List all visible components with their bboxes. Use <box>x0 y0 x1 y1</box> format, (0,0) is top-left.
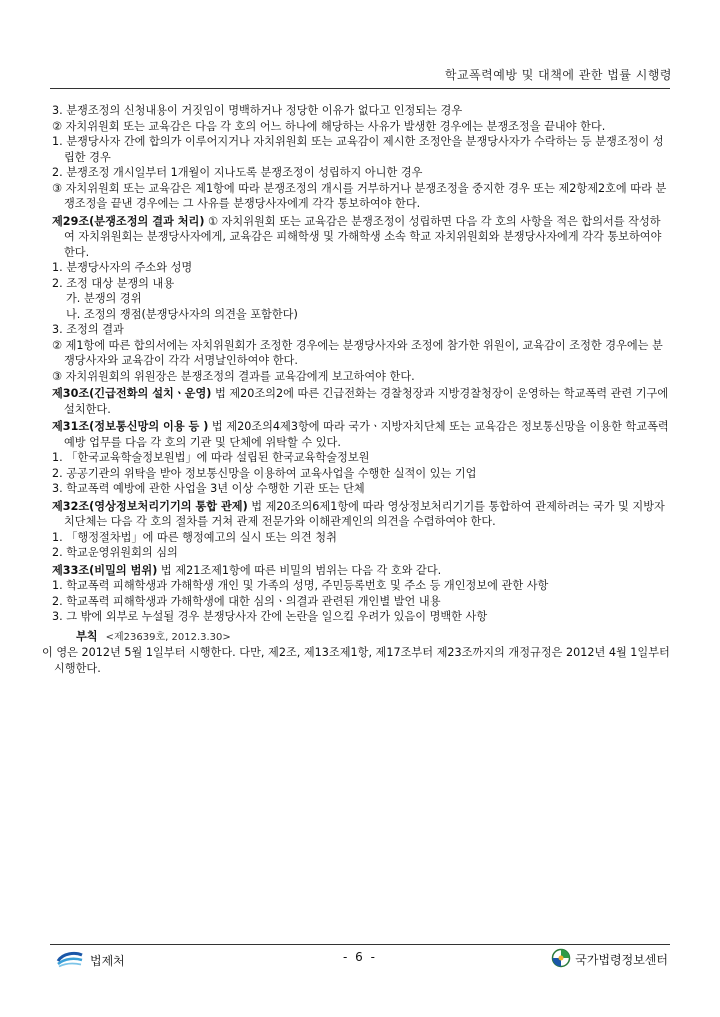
article-31 <box>52 419 670 450</box>
list-item: 2. 조정 대상 분쟁의 내용 <box>52 276 175 290</box>
article-29 <box>52 214 670 261</box>
list-item: 1. 「행정절차법」에 따른 행정예고의 실시 또는 의견 청취 <box>52 530 337 544</box>
list-item: 2. 공공기관의 위탁을 받아 정보통신망을 이용하여 교육사업을 수행한 실적이 있는 기업 <box>52 466 477 480</box>
body-line: 3. 분쟁조정의 신청내용이 거짓임이 명백하거나 정당한 이유가 없다고 인정되는 경우 <box>52 104 463 117</box>
body-line: 2. 분쟁조정 개시일부터 1개월이 지나도록 분쟁조정이 성립하지 아니한 경우 <box>52 166 423 179</box>
list-item: 3. 학교폭력 예방에 관한 사업을 3년 이상 수행한 기관 또는 단체 <box>52 482 365 495</box>
page-number: - 6 - <box>343 950 377 964</box>
body-line: 1. 분쟁당사자 간에 합의가 이루어지거나 자치위원회 또는 교육감이 제시한 조정안을 분쟁당사자가 수락하는 등 분쟁조정이 성립한 경우 <box>52 135 664 164</box>
supplement-note: <제23639호, 2012.3.30> <box>105 631 231 643</box>
article-29-text: ① 자치위원회 또는 교육감은 분쟁조정이 성립하면 다음 각 호의 사항을 적은 합의서를 작성하여 자치위원회는 분쟁당사자에게, 교육감은 피해학생 및 가해학생 소속 학교 자치위원회와 분쟁당사자에게 각각 통보하여야 한다. <box>64 214 662 259</box>
footer-right <box>551 948 668 971</box>
supplement-heading <box>52 629 670 646</box>
footer-divider <box>50 944 670 945</box>
article-29-title: 제29조(분쟁조정의 결과 처리) <box>52 214 205 228</box>
body-line: ③ 자치위원회 또는 교육감은 제1항에 따라 분쟁조정의 개시를 거부하거나 분쟁조정을 중지한 경우 또는 제2항제2호에 따라 분쟁조정을 끝낸 경우에는 그 사유를 분쟁당사자에게 각각 통보하여야 한다. <box>52 181 667 210</box>
list-item: ③ 자치위원회의 위원장은 분쟁조정의 결과를 교육감에게 보고하여야 한다. <box>52 369 415 383</box>
article-30-text: 법 제20조의2에 따른 긴급전화는 경찰청장과 지방경찰청장이 운영하는 학교폭력 관련 기구에 설치한다. <box>64 387 669 416</box>
list-item: 1. 「한국교육학술정보원법」에 따라 설립된 한국교육학술정보원 <box>52 451 370 464</box>
article-32-title: 제32조(영상정보처리기기의 통합 관제) <box>52 499 248 513</box>
article-32-text: 법 제20조의6제1항에 따라 영상정보처리기기를 통합하여 관제하려는 국가 및 지방자치단체는 다음 각 호의 절차를 거쳐 관제 전문가와 이해관계인의 의견을 수렴하여야 한다. <box>64 499 665 528</box>
document-header-title: 학교폭력예방 및 대책에 관한 법률 시행령 <box>444 68 672 82</box>
header-divider <box>50 88 670 89</box>
article-33 <box>52 563 670 579</box>
supplement-text: 이 영은 2012년 5월 1일부터 시행한다. 다만, 제2조, 제13조제1항, 제17조부터 제23조까지의 개정규정은 2012년 4월 1일부터 시행한다. <box>42 646 670 675</box>
article-30 <box>52 386 670 417</box>
list-item: 3. 조정의 결과 <box>52 323 124 336</box>
list-item: 1. 분쟁당사자의 주소와 성명 <box>52 261 193 274</box>
list-item: ② 제1항에 따른 합의서에는 자치위원회가 조정한 경우에는 분쟁당사자와 조정에 참가한 위원이, 교육감이 조정한 경우에는 분쟁당사자와 교육감이 각각 서명날인하여야 한다. <box>52 338 663 367</box>
list-item: 3. 그 밖에 외부로 누설될 경우 분쟁당사자 간에 논란을 일으킬 우려가 있음이 명백한 사항 <box>52 610 488 623</box>
body-line: ② 자치위원회 또는 교육감은 다음 각 호의 어느 하나에 해당하는 사유가 발생한 경우에는 분쟁조정을 끝내야 한다. <box>52 119 606 133</box>
law-center-logo-icon <box>551 948 571 971</box>
footer-left-label: 법제처 <box>90 954 125 968</box>
list-item: 1. 학교폭력 피해학생과 가해학생 개인 및 가족의 성명, 주민등록번호 및 주소 등 개인정보에 관한 사항 <box>52 579 549 592</box>
article-30-title: 제30조(긴급전화의 설치ㆍ운영) <box>52 387 212 400</box>
list-subitem: 가. 분쟁의 경위 <box>66 292 142 305</box>
footer-right-label: 국가법령정보센터 <box>575 953 668 967</box>
list-item: 2. 학교폭력 피해학생과 가해학생에 대한 심의ㆍ의결과 관련된 개인별 발언 내용 <box>52 594 441 608</box>
list-item: 2. 학교운영위원회의 심의 <box>52 546 178 559</box>
document-body <box>42 103 670 676</box>
article-33-title: 제33조(비밀의 범위) <box>52 563 158 577</box>
article-32 <box>52 499 670 530</box>
supplement-title: 부칙 <box>76 629 98 643</box>
article-33-text: 법 제21조제1항에 따른 비밀의 범위는 다음 각 호와 같다. <box>157 563 442 577</box>
article-31-text: 법 제20조의4제3항에 따라 국가ㆍ지방자치단체 또는 교육감은 정보통신망을 이용한 학교폭력 예방 업무를 다음 각 호의 기관 및 단체에 위탁할 수 있다. <box>64 420 669 449</box>
list-subitem: 나. 조정의 쟁점(분쟁당사자의 의견을 포함한다) <box>66 307 298 321</box>
article-31-title: 제31조(정보통신망의 이용 등 ) <box>52 420 209 433</box>
